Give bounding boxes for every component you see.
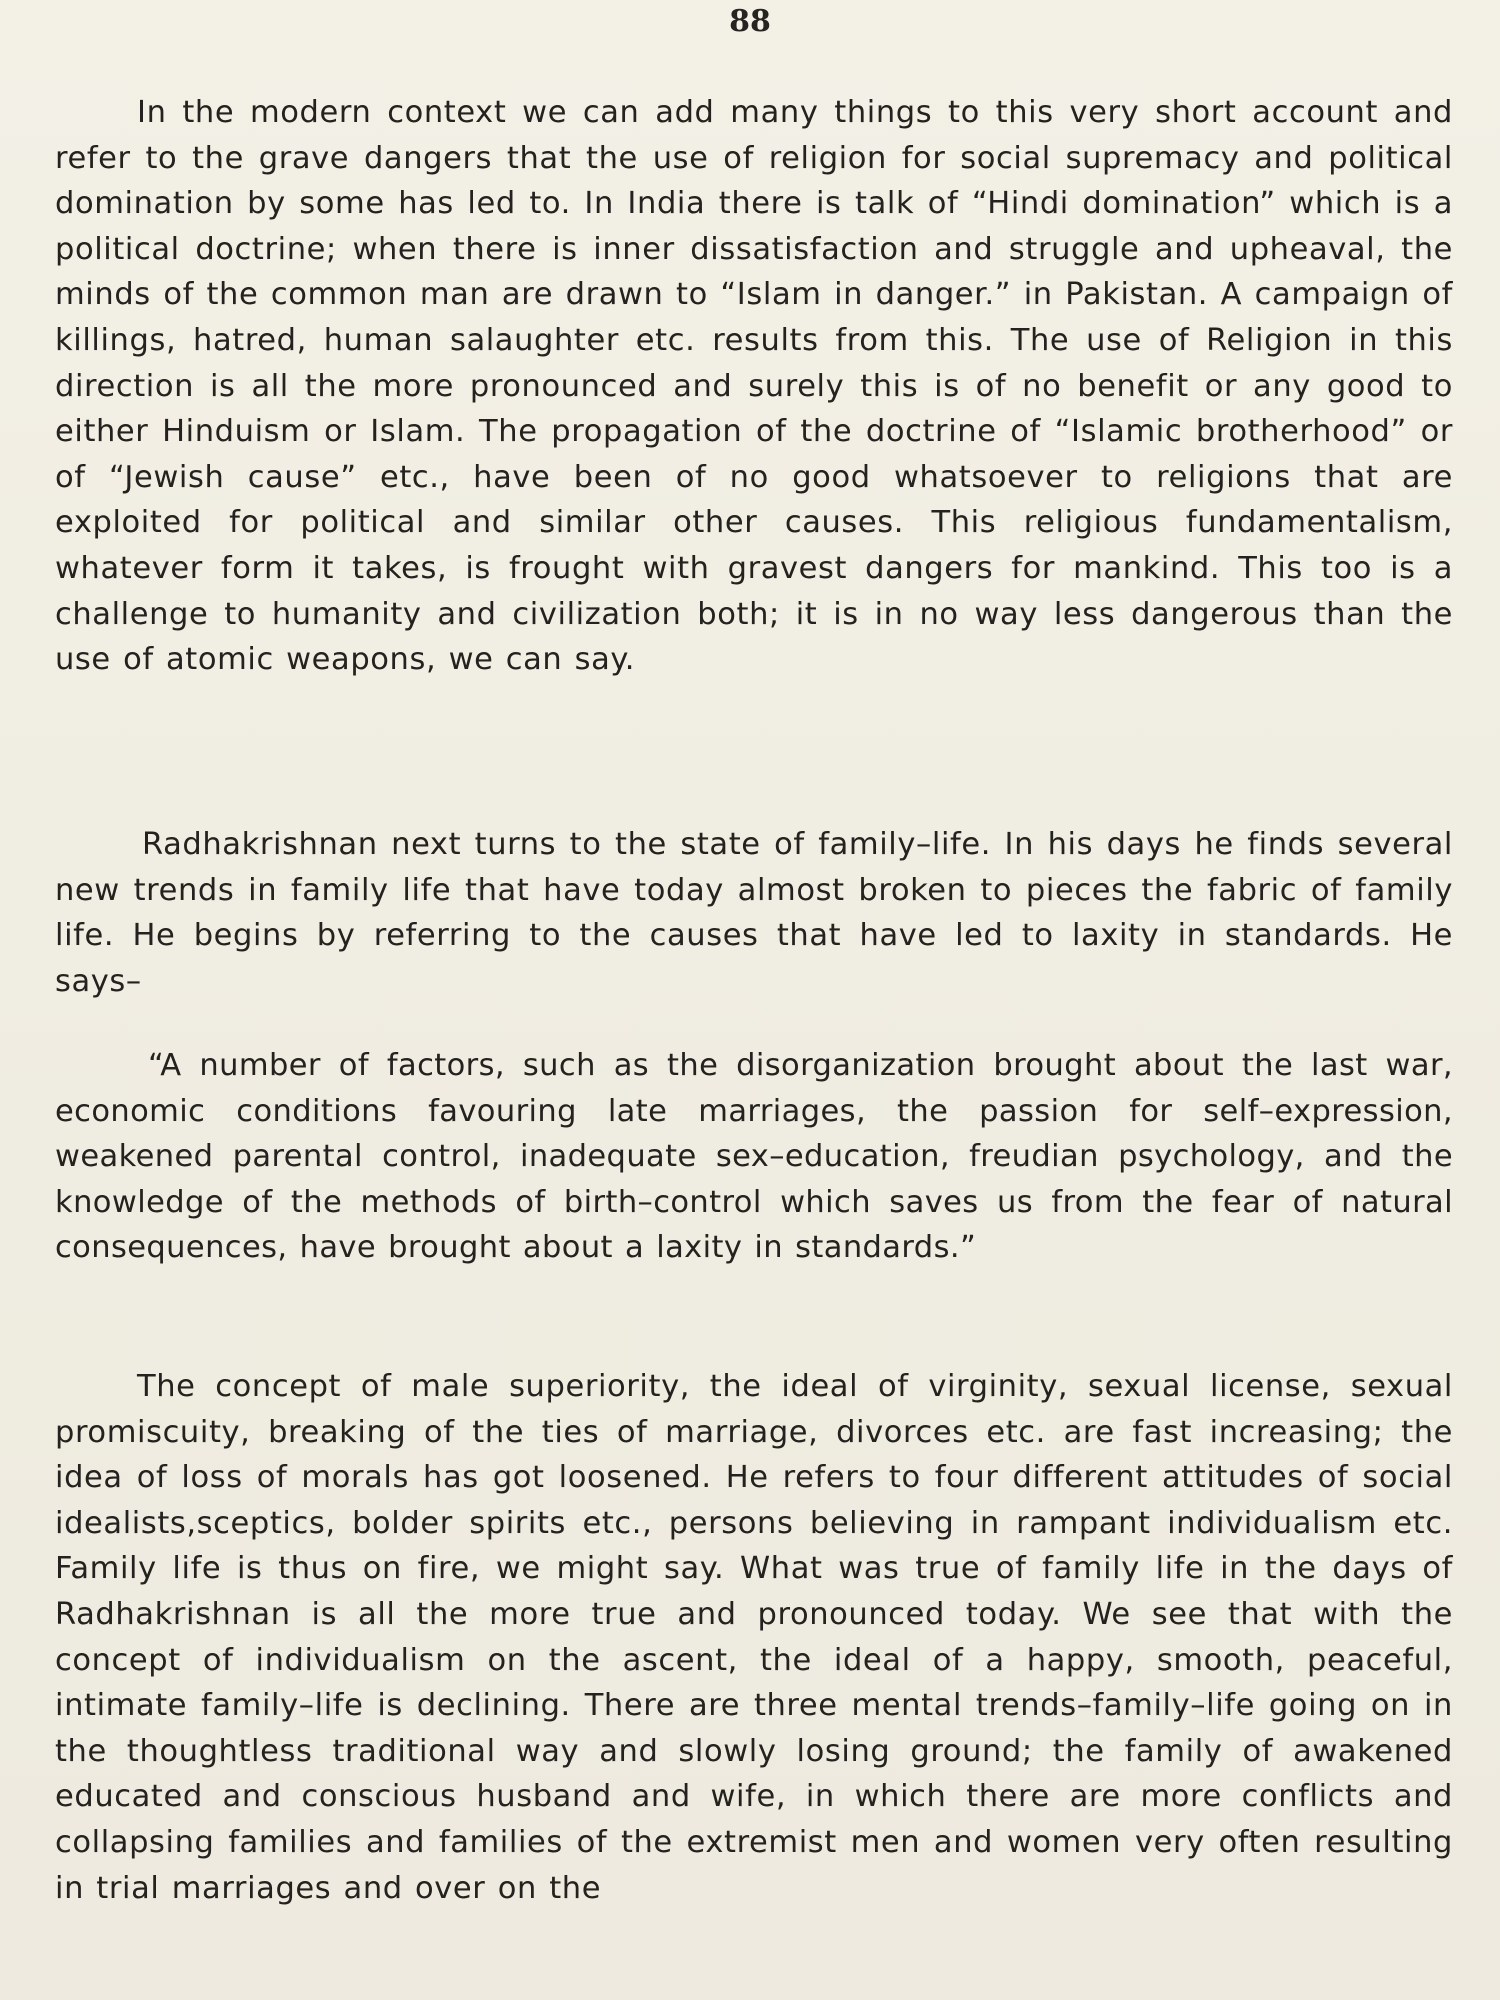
page-number: 88: [729, 4, 771, 39]
paragraph-religion-politics: In the modern context we can add many things to this very short account and refer to the grave dangers that the use of religion for social supremacy and political domination by some has led to. In India there is talk of “Hindi domination” which is a political doctrine; when there is inner dissatisfaction and struggle and upheaval, the minds of the common man are drawn to “Islam in danger.” in Pakistan. A campaign of killings, hatred, human salaughter etc. results from this. The use of Religion in this direction is all the more pronounced and surely this is of no benefit or any good to either Hinduism or Islam. The propagation of the doctrine of “Islamic brotherhood” or of “Jewish cause” etc., have been of no good whatsoever to religions that are exploited for political and similar other causes. This religious fundamentalism, whatever form it takes, is frought with gravest dangers for mankind. This too is a challenge to humanity and civilization both; it is in no way less dangerous than the use of atomic weapons, we can say.: [55, 95, 1453, 678]
paragraph-family-life-intro: Radhakrishnan next turns to the state of family–life. In his days he finds several new trends in family life that have today almost broken to pieces the fabric of family life. He begins by referring to the causes that have led to laxity in standards. He says–: [55, 827, 1453, 999]
paragraph-family-trends: The concept of male superiority, the ideal of virginity, sexual license, sexual promiscuity, breaking of the ties of marriage, divorces etc. are fast increasing; the idea of loss of morals has got loosened. He refers to four different attitudes of social idealists,sceptics, bolder spirits etc., persons believing in rampant individualism etc. Family life is thus on fire, we might say. What was true of family life in the days of Radhakrishnan is all the more true and pronounced today. We see that with the concept of individualism on the ascent, the ideal of a happy, smooth, peaceful, intimate family–life is declining. There are three mental trends–family–life going on in the thoughtless traditional way and slowly losing ground; the family of awakened educated and conscious husband and wife, in which there are more conflicts and collapsing families and families of the extremist men and women very often resulting in trial marriages and over on the: [55, 1369, 1453, 1906]
paragraph-quotation: “A number of factors, such as the disorganization brought about the last war, economic conditions favouring late marriages, the passion for self–expression, weakened parental control, inadequate sex–education, freudian psychology, and the knowledge of the methods of birth–control which saves us from the fear of natural consequences, have brought about a laxity in standards.”: [55, 1048, 1453, 1266]
